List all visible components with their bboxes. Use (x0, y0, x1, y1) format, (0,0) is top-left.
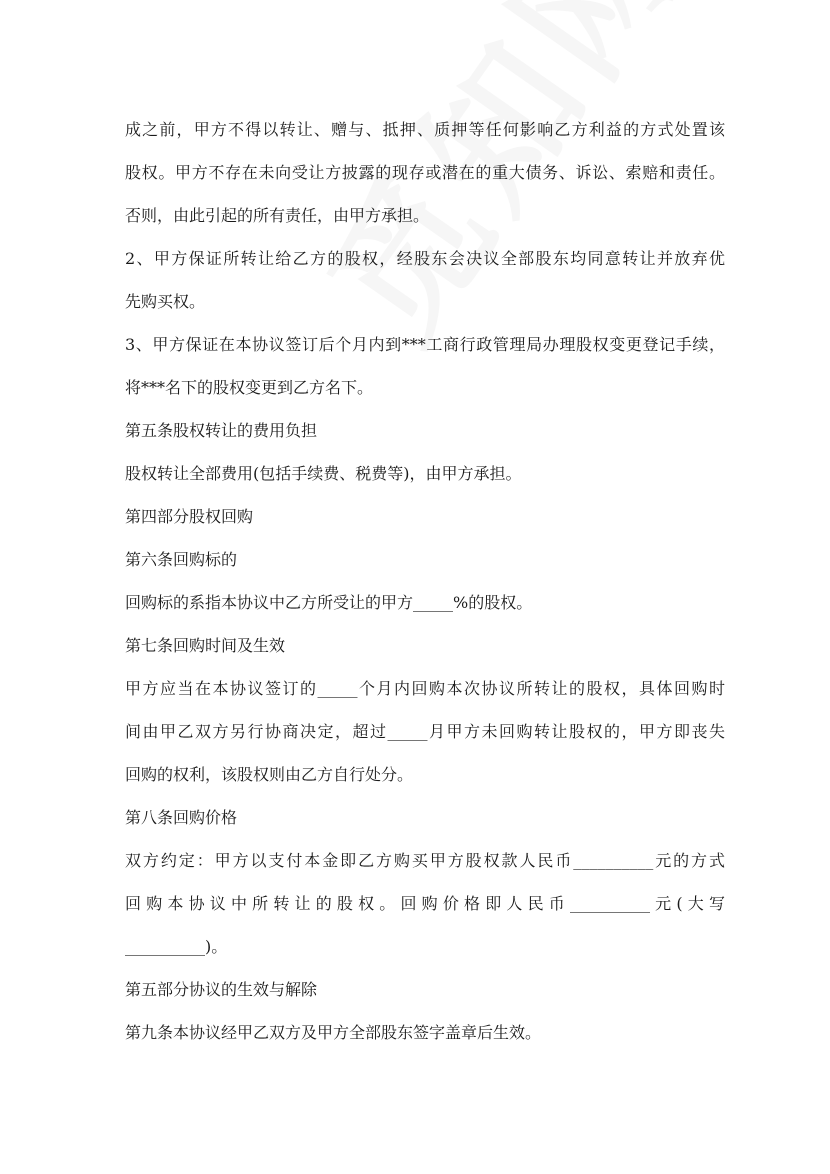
paragraph-line: 回购标的系指本协议中乙方所受让的甲方_____%的股权。 (125, 593, 533, 612)
paragraph-line: __________)。 (125, 937, 228, 956)
paragraph-line: 2、甲方保证所转让给乙方的股权，经股东会决议全部股东均同意转让并放弃优 (125, 249, 725, 268)
section-heading: 第四部分股权回购 (125, 507, 254, 526)
paragraph-line: 间由甲乙双方另行协商决定，超过_____月甲方未回购转让股权的，甲方即丧失 (125, 722, 725, 741)
paragraph-line: 先购买权。 (125, 292, 206, 311)
section-heading: 第五条股权转让的费用负担 (125, 421, 318, 440)
paragraph-line: 股权转让全部费用(包括手续费、税费等)，由甲方承担。 (125, 464, 522, 483)
section-heading: 第七条回购时间及生效 (125, 636, 286, 655)
paragraph-line: 将***名下的股权变更到乙方名下。 (125, 378, 374, 397)
document-body (125, 108, 725, 1054)
section-heading: 第五部分协议的生效与解除 (125, 980, 318, 999)
section-heading: 第六条回购标的 (125, 550, 238, 569)
paragraph-line: 股权。甲方不存在未向受让方披露的现存或潜在的重大债务、诉讼、索赔和责任。 (125, 163, 725, 182)
paragraph-line: 甲方应当在本协议签订的_____个月内回购本次协议所转让的股权，具体回购时 (125, 679, 725, 698)
section-heading: 第八条回购价格 (125, 808, 238, 827)
paragraph-line: 3、甲方保证在本协议签订后个月内到***工商行政管理局办理股权变更登记手续， (125, 335, 725, 354)
paragraph-line: 双方约定：甲方以支付本金即乙方购买甲方股权款人民币__________元的方式 (125, 851, 725, 870)
paragraph-line: 否则，由此引起的所有责任，由甲方承担。 (125, 206, 430, 225)
paragraph-line: 回购的权利，该股权则由乙方自行处分。 (125, 765, 414, 784)
paragraph-line: 成之前，甲方不得以转让、赠与、抵押、质押等任何影响乙方利益的方式处置该 (125, 120, 725, 139)
paragraph-line: 第九条本协议经甲乙双方及甲方全部股东签字盖章后生效。 (125, 1023, 542, 1042)
paragraph-line: 回购本协议中所转让的股权。回购价格即人民币__________元(大写 (125, 894, 725, 913)
